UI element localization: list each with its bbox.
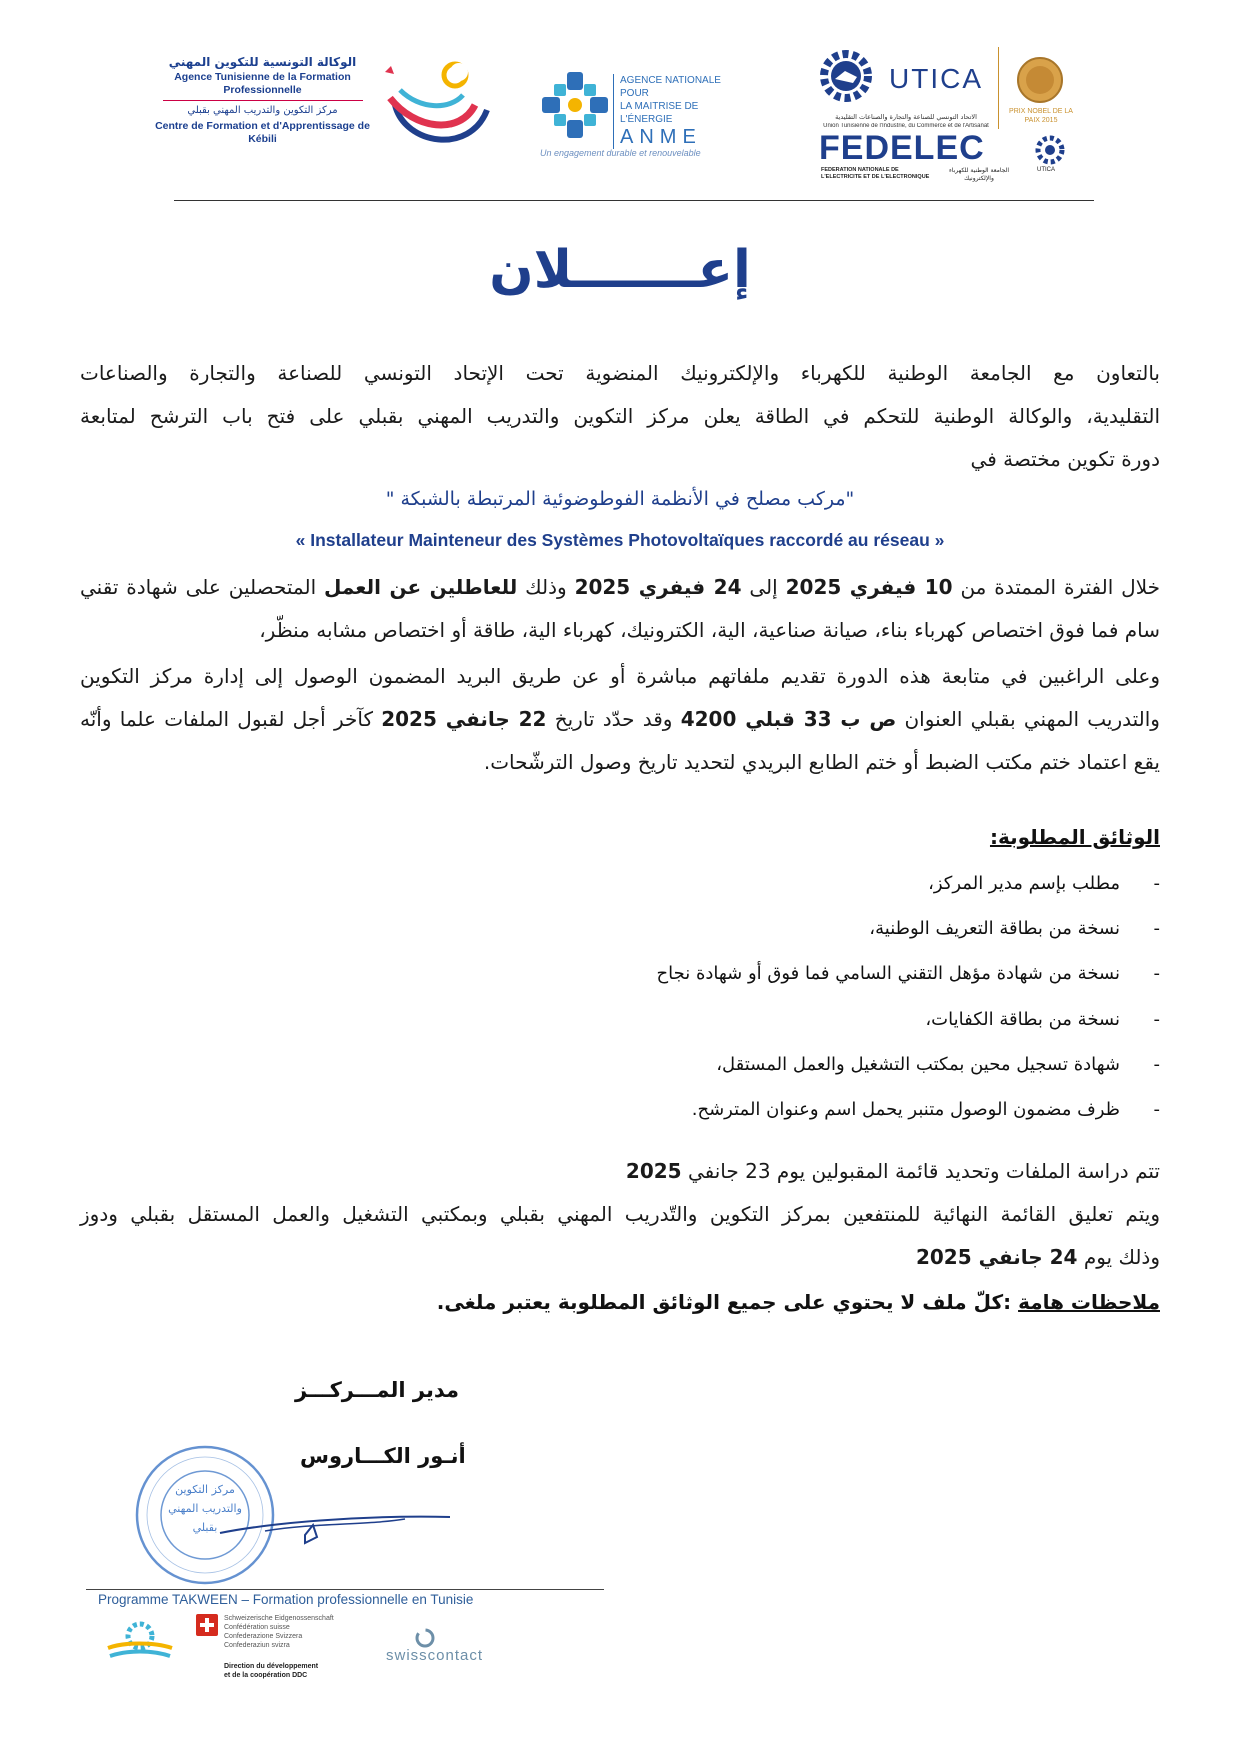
swiss-line: Confederaziun svizra: [224, 1642, 290, 1649]
cfa-fr-name: Agence Tunisienne de la Formation Professionnelle: [174, 71, 351, 96]
director-name: أنـور الكـــاروس: [300, 1444, 466, 1468]
stamp-center-text: مركز التكوين والتدريب المهني بقبلي: [168, 1483, 242, 1534]
ddc-line-2: et de la coopération DDC: [224, 1672, 308, 1679]
footer-divider: [86, 1589, 604, 1590]
course-title-ar: "مركب مصلح في الأنظمة الفوطوضوئية المرتبطة بالشبكة ": [385, 488, 855, 510]
doc-item: نسخة من بطاقة التعريف الوطنية،: [869, 918, 1120, 939]
director-title: مدير المـــركـــز: [295, 1378, 459, 1402]
notes-text: :كلّ ملف لا يحتوي على جميع الوثائق المطلوبة يعتبر ملغى.: [436, 1290, 1019, 1314]
anme-emblem-icon: [540, 70, 610, 140]
fedelec-name: FEDELEC: [819, 129, 985, 167]
schedule-line-1: تتم دراسة الملفات وتحديد قائمة المقبولين يوم 23 جانفي: [687, 1159, 1160, 1183]
period-end-date: 24 فيفري 2025: [574, 575, 742, 599]
period-target: للعاطلين عن العمل: [324, 575, 518, 599]
doc-item: نسخة من بطاقة الكفايات،: [925, 1009, 1120, 1030]
fedelec-gear-icon: [1033, 133, 1067, 167]
documents-heading: الوثائق المطلوبة:: [989, 825, 1160, 849]
utica-fr-sub: Union Tunisienne de l'Industrie, du Commerce et de l'Artisanat: [823, 123, 989, 129]
application-text-e: كآخر أجل لقبول الملفات علما وأنّه: [80, 707, 382, 731]
application-paragraph: [80, 655, 1160, 784]
fedelec-ar: الجامعة الوطنية للكهرباء والإلكترونيك: [948, 167, 1010, 182]
period-paragraph: [80, 566, 1160, 652]
utica-gear-icon: [815, 45, 877, 107]
intro-line-3: دورة تكوين مختصة في: [970, 447, 1160, 471]
doc-item: ظرف مضمون الوصول متنبر يحمل اسم وعنوان المترشح.: [691, 1099, 1120, 1120]
swiss-line: Confederazione Svizzera: [224, 1633, 303, 1640]
cfa-ar-name: الوكالة التونسية للتكوين المهني: [168, 55, 357, 69]
doc-item: مطلب بإسم مدير المركز،: [928, 873, 1120, 894]
schedule-year: 2025: [625, 1159, 682, 1183]
important-notes: [437, 1290, 1160, 1314]
period-text-3: وذلك: [517, 575, 575, 599]
anme-line1: AGENCE NATIONALE POUR: [620, 75, 721, 99]
footer-program: Programme TAKWEEN – Formation professionnelle en Tunisie: [98, 1592, 474, 1607]
swisscontact-logo-icon: [414, 1627, 436, 1649]
application-text-a: والتدريب المهني بقبلي العنوان: [896, 707, 1160, 731]
anme-line2: LA MAITRISE DE L'ÉNERGIE: [620, 101, 699, 125]
intro-line-2: التقليدية، والوكالة الوطنية للتحكم في الطاقة يعلن مركز التكوين والتدريب المهني بقبلي على فتح باب الترشح لمتابعة: [80, 404, 1160, 428]
cfa-fr-center: Centre de Formation et d'Apprentissage de Kébili: [155, 120, 370, 145]
period-text-1: خلال الفترة الممتدة من: [952, 575, 1160, 599]
ddc-text: [224, 1662, 318, 1680]
swiss-line: Confédération suisse: [224, 1624, 290, 1631]
cfa-ar-center: مركز التكوين والتدريب المهني بقبلي: [187, 105, 338, 116]
header-divider: [174, 200, 1094, 201]
utica-ar-sub: الاتحاد التونسي للصناعة والتجارة والصناعات التقليدية: [835, 113, 977, 121]
course-title-fr: « Installateur Mainteneur des Systèmes Photovoltaïques raccordé au réseau »: [295, 530, 945, 550]
doc-dash: -: [1153, 1054, 1160, 1075]
swiss-confederation-text: [224, 1614, 334, 1650]
doc-dash: -: [1153, 873, 1160, 894]
schedule-paragraph: [80, 1150, 1160, 1279]
fedelec-fr: FEDERATION NATIONALE DE L'ELECTRICITE ET DE L'ELECTRONIQUE: [821, 167, 930, 180]
announcement-title: إعـــــــلان: [489, 240, 751, 300]
notes-label: ملاحظات هامة: [1018, 1290, 1160, 1314]
takween-logo-icon: [104, 1618, 176, 1668]
doc-item: شهادة تسجيل محين بمكتب التشغيل والعمل المستقل،: [716, 1054, 1120, 1075]
schedule-text-3: وذلك يوم: [1077, 1245, 1160, 1269]
swiss-line: Schweizerische Eidgenossenschaft: [224, 1615, 334, 1622]
application-address: ص ب 33 قبلي 4200: [680, 707, 897, 731]
period-text-2: إلى: [741, 575, 786, 599]
cfa-logo: [150, 50, 500, 160]
swisscontact-name: swisscontact: [386, 1647, 484, 1664]
anme-tagline: Un engagement durable et renouvelable: [540, 148, 701, 158]
application-line-1: وعلى الراغبين في متابعة هذه الدورة تقديم ملفاتهم مباشرة أو عن طريق البريد المضمون الوصول إلى إدارة مركز التكوين: [80, 664, 1160, 688]
ddc-line-1: Direction du développement: [224, 1663, 319, 1670]
period-line-2: سام فما فوق اختصاص كهرباء بناء، صيانة صناعية، الية، الكترونيك، كهرباء الية، طاقة أو اختصاص مشابه منظّر،: [259, 618, 1160, 642]
application-text-c: وقد حدّد تاريخ: [546, 707, 681, 731]
schedule-line-2: ويتم تعليق القائمة النهائية للمنتفعين بمركز التكوين والتّدريب المهني بقبلي وبمكتبي التشغيل والعمل المستقل بقبلي ودوز: [80, 1202, 1160, 1226]
doc-dash: -: [1153, 963, 1160, 984]
signature-icon: [210, 1495, 460, 1555]
period-text-4: المتحصلين على شهادة تقني: [80, 575, 325, 599]
doc-dash: -: [1153, 1099, 1160, 1120]
application-line-3: يقع اعتماد ختم مكتب الضبط أو ختم الطابع البريدي لتحديد تاريخ وصول الترشّحات.: [483, 750, 1160, 774]
utica-small: UTICA: [1037, 167, 1055, 173]
period-start-date: 10 فيفري 2025: [785, 575, 953, 599]
swiss-flag-icon: [196, 1614, 218, 1636]
anme-acronym: ANME: [620, 126, 702, 148]
doc-dash: -: [1153, 918, 1160, 939]
schedule-publication-date: 24 جانفي 2025: [915, 1245, 1078, 1269]
application-deadline: 22 جانفي 2025: [381, 707, 547, 731]
anme-logo: [540, 60, 740, 170]
nobel-medal-icon: [1015, 55, 1065, 105]
intro-line-1: بالتعاون مع الجامعة الوطنية للكهرباء والإلكترونيك المنضوية تحت الإتحاد التونسي للصناعة والتجارة والصناعات: [80, 361, 1160, 385]
doc-item: نسخة من شهادة مؤهل التقني السامي فما فوق أو شهادة نجاح: [656, 963, 1120, 984]
cfa-swoosh-icon: [375, 50, 500, 160]
intro-paragraph: [80, 352, 1160, 481]
nobel-prize-label: PRIX NOBEL DE LA PAIX 2015: [1009, 108, 1073, 124]
doc-dash: -: [1153, 1009, 1160, 1030]
utica-name: UTICA: [889, 63, 983, 94]
utica-fedelec-logo: [815, 45, 1085, 182]
